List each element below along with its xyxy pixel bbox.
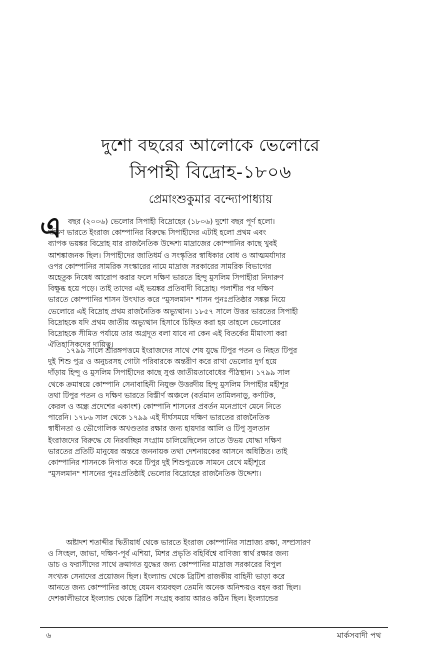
text-line: ভেলোরে এই বিদ্রোহ প্রথম রাজনৈতিক অভ্যুত্থান। ১৮৫৭ সালে উত্তর ভারতের সিপাহী: [48, 306, 298, 316]
text-line: পারেনি। ১৭৮৬ সাল থেকে ১৭৯৯ এই দীর্ঘসময়ে দক্ষিণ ভারতের রাজনৈতিক: [48, 413, 270, 423]
text-line: কোম্পানির শাসনকে নিপাত করে টিপুর দুই শিশুপুত্রকে সামনে রেখে মহীশূরে: [48, 457, 266, 467]
text-line: ইংরাজদের বিরুদ্ধে যে নিরবচ্ছিন্ন সংগ্রাম চালিয়েছিলেন তাতে উভয় যোদ্ধা দক্ষিণ: [48, 435, 282, 445]
text-line: তথা টিপুর পতন ও দক্ষিণ ভারতে বিস্তীর্ণ অঞ্চলে (বর্তমান তামিলনাড়ু, কর্ণাটক,: [48, 390, 276, 400]
text-line: বিদ্রোহকে সীমিত পর্যায়ে তার অগ্রদূত বলা যাবে না কেন এই বিতর্কের মীমাংসা করা: [48, 328, 287, 338]
text-line: স্বাধীনতা ও ভৌগোলিক অখণ্ডতার রক্ষার জন্য হায়দার আলি ও টিপু সুলতান: [48, 424, 270, 434]
text-line: ভারতে কোম্পানির শাসন উৎখাত করে "মুসলমান" শাসন পুনঃপ্রতিষ্ঠার সঙ্কল্প নিয়ে: [48, 295, 286, 305]
text-line: ডাচ ও ফরাসীদের সাথে ক্রমাগত যুদ্ধের জন্য কোম্পানির মাদ্রাজ সরকারের বিপুল: [48, 560, 282, 570]
text-line: অষ্টাদশ শতাব্দীর দ্বিতীয়ার্ধ থেকে ভারতে ইংরাজ কোম্পানির সাম্রাজ্য রক্ষা, সম্প্রসারণ: [66, 538, 311, 547]
text-line: দক্ষিণ ভারতে ইংরাজ কোম্পানির বিরুদ্ধে সিপাহীদের এটাই হলো প্রথম এবং: [48, 228, 267, 238]
page-number: ৬: [46, 631, 52, 640]
text-line: কেরল ও অন্ধ্র প্রদেশের একাংশ) কোম্পানি শাসনের প্রবর্তন মনেপ্রাণে মেনে নিতে: [48, 401, 281, 411]
text-line: দেশকালীভাবে ইংল্যান্ড থেকে ব্রিটিশ সংগ্রহ করায় আরও কঠিন ছিল। ইংল্যান্ডের: [48, 593, 279, 603]
text-line: বিক্ষুব্ধ হয়ে পড়ে। তাই তাদের এই ভয়ঙ্কর প্রতিবাদী বিদ্রোহ। পলাশীর পর দক্ষিণ: [48, 284, 274, 294]
text-line: অহেতুক নিষেধ আরোপ করার ফলে দক্ষিণ ভারতে হিন্দু মুসলিম সিপাহীরা নিদারুণ: [48, 272, 284, 282]
text-line: ব্যাপক ভয়ঙ্কর বিদ্রোহ যার রাজনৈতিক উদ্দেশ্য মাদ্রাজের কোম্পানির কাছে খুবই: [48, 239, 277, 249]
text-line: দাঁড়ায় হিন্দু ও মুসলিম সিপাহীদের কাছে সুপ্ত জাতীয়তাবোধের পীঠস্থান। ১৭৯৯ সাল: [48, 368, 290, 378]
article-title-line-1: দুশো বছরের আলোকে ভেলোরে: [101, 136, 320, 156]
text-line: দুই শিশু পুত্র ও অনুচরসহ গোটা পরিবারকে অন্তরীণ করে রাখা ভেলোর দুর্গ হয়ে: [48, 357, 277, 367]
publication-name: মার্কসবাদী পথ: [336, 631, 381, 640]
text-line: সংখ্যক সেনাদের প্রয়োজন ছিল। ইংল্যান্ড থেকে ব্রিটিশ রাজকীয় বাহিনী ভাড়া করে: [48, 571, 285, 581]
text-line: ঐতিহাসিকদের দায়িত্ব।: [48, 340, 114, 350]
text-line: "মুসলমান" শাসনের পুনঃপ্রতিষ্ঠাই ভেলোর বিদ্রোহের রাজনৈতিক উদ্দেশ্য।: [48, 469, 262, 479]
text-line: আশঙ্কাজনক ছিল। সিপাহীদের জাতিধর্ম ও সংস্কৃতির স্বাধিকার বোধ ও আত্মমর্যাদার: [48, 250, 286, 260]
text-line: ভারতের প্রতিটি মানুষের অন্তরে জননায়ক তথা দেশনায়কের আসনে অধিষ্ঠিত। তাই: [48, 446, 288, 456]
text-line: ও সিংহল, জাভা, দক্ষিণ-পূর্ব এশিয়া, মিশর প্রভৃতি বহির্বিশ্বে বাণিজ্য স্বার্থ রক্ষার জন্য: [48, 549, 289, 559]
text-line: থেকে ক্রমান্বয়ে কোম্পানি সেনাবাহিনী নিযুক্ত উত্তরদীয় হিন্দু মুসলিম সিপাহীর মহীশূর: [48, 379, 289, 389]
text-line: ওপর কোম্পানির সামরিক সংস্কারের নামে মাদ্রাজ সরকারের সামরিক বিভাগের: [48, 261, 272, 271]
article-author: প্রেমাংশুকুমার বন্দ্যোপাধ্যায়: [148, 192, 273, 206]
text-line: ১৭৯৯ সালে শ্রীরঙ্গপত্তমে ইংরাজদের সাথে শেষ যুদ্ধে টিপুর পতন ও নিহত টিপুর: [66, 346, 298, 355]
drop-cap: এ: [40, 211, 62, 244]
text-line: বিদ্রোহকে যদি প্রথম জাতীয় অভ্যুত্থান হিসাবে চিহ্নিত করা হয় তাহলে ভেলোরের: [48, 317, 281, 327]
text-line: আনতে জন্য কোম্পানির কাছে যেমন ব্যয়বহুল তেমনি অনেক অনিশ্চয়ও বহন করা ছিল।: [48, 582, 301, 592]
paragraph-2: [48, 345, 390, 479]
article-title-line-2: সিপাহী বিদ্রোহ-১৮০৬: [129, 162, 292, 183]
footer-divider: [40, 627, 388, 628]
paragraph-1: [48, 216, 390, 350]
text-line: বছর (২০০৬) ভেলোর সিপাহী বিদ্রোহের (১৮০৬) দুশো বছর পূর্ণ হলো।: [68, 217, 275, 226]
paragraph-3: [48, 537, 390, 604]
